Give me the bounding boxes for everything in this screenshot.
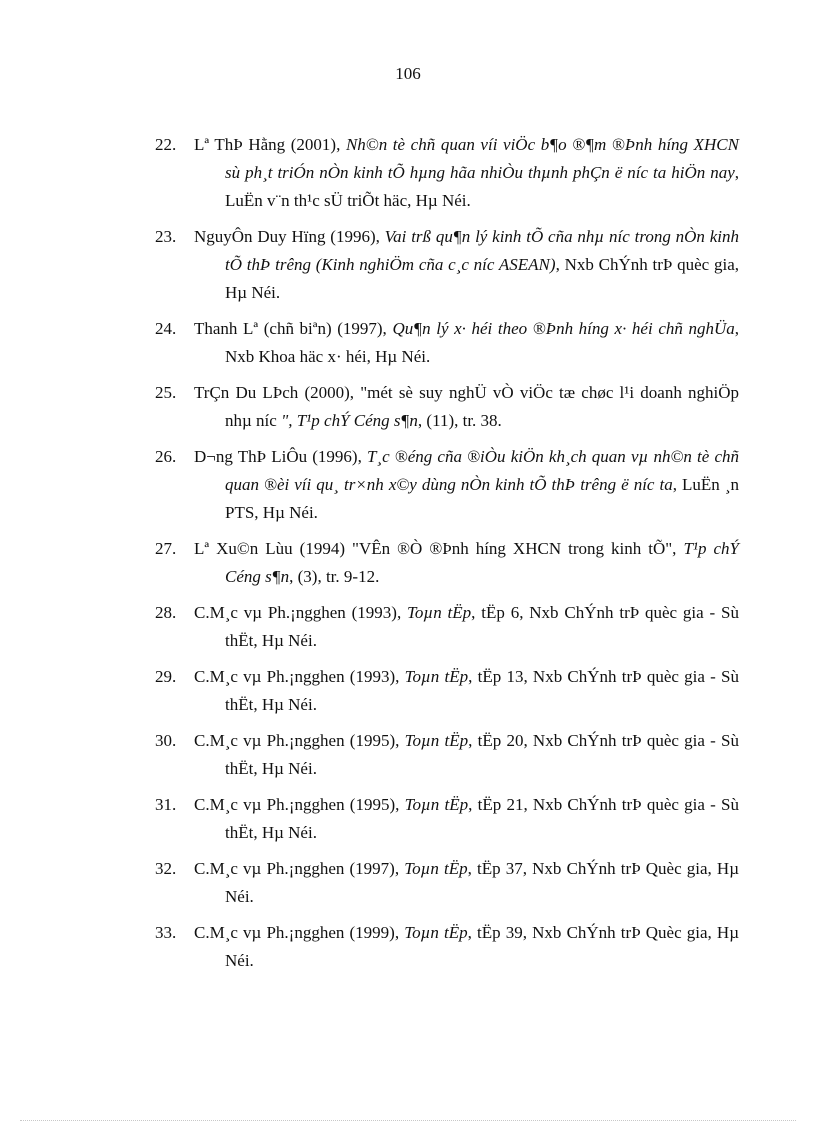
reference-title: Toµn tËp <box>404 923 468 942</box>
reference-author-year: TrÇn Du LÞch (2000), "mét sè suy nghÜ vÒ viÖc tæ chøc l¹i doanh nghiÖp nhµ níc <box>194 383 739 430</box>
reference-publisher: , LuËn v¨n th¹c sÜ triÕt häc, Hµ Néi. <box>225 163 739 210</box>
reference-publisher: , LuËn ¸n PTS, Hµ Néi. <box>225 475 740 522</box>
reference-number: 31. <box>155 795 177 814</box>
reference-title: Nh©n tè chñ quan víi viÖc b¶o ®¶m ®Þnh híng XHCN sù ph¸t triÓn nÒn kinh tÕ hµng hãa nhiÒu thµnh phÇn ë níc ta hiÖn nay <box>225 135 739 182</box>
reference-author-year: Thanh Lª (chñ biªn) (1997), <box>194 319 393 338</box>
reference-author-year: D¬ng ThÞ LiÔu (1996), <box>194 447 367 466</box>
reference-author-year: C.M¸c vµ Ph.¡ngghen (1995), <box>194 731 405 750</box>
reference-number: 28. <box>155 603 177 622</box>
reference-item <box>155 443 739 527</box>
reference-number: 32. <box>155 859 177 878</box>
reference-item <box>155 535 739 591</box>
reference-author-year: C.M¸c vµ Ph.¡ngghen (1993), <box>194 603 408 622</box>
reference-publisher: , (11), tr. 38. <box>417 411 502 430</box>
reference-number: 30. <box>155 731 177 750</box>
reference-number: 22. <box>155 135 177 154</box>
reference-number: 26. <box>155 447 177 466</box>
reference-title: Toµn tËp <box>407 603 472 622</box>
reference-item <box>155 599 739 655</box>
reference-item <box>155 919 739 975</box>
reference-item <box>155 379 739 435</box>
reference-author-year: NguyÔn Duy Hïng (1996), <box>194 227 385 246</box>
reference-number: 24. <box>155 319 177 338</box>
reference-item <box>155 727 739 783</box>
reference-item <box>155 223 739 307</box>
reference-publisher: , Nxb Khoa häc x· héi, Hµ Néi. <box>225 319 740 366</box>
reference-publisher: , Nxb ChÝnh trÞ quèc gia, Hµ Néi. <box>225 255 739 302</box>
reference-list <box>155 131 739 983</box>
reference-item <box>155 131 739 215</box>
reference-title: Toµn tËp <box>404 667 469 686</box>
reference-item <box>155 315 739 371</box>
reference-publisher: , tËp 6, Nxb ChÝnh trÞ quèc gia - Sù thËt, Hµ Néi. <box>225 603 739 650</box>
reference-number: 23. <box>155 227 177 246</box>
reference-author-year: Lª Xu©n Lùu (1994) "VÊn ®Ò ®Þnh híng XHCN trong kinh tÕ", <box>194 539 684 558</box>
reference-title: Toµn tËp <box>404 859 468 878</box>
reference-title: Vai trß qu¶n lý kinh tÕ cña nhµ níc trong nÒn kinh tÕ thÞ trêng (Kinh nghiÖm cña c¸c níc ASEAN) <box>225 227 739 274</box>
reference-number: 25. <box>155 383 177 402</box>
reference-title: ", T¹p chÝ Céng s¶n <box>281 411 418 430</box>
reference-author-year: C.M¸c vµ Ph.¡ngghen (1995), <box>194 795 405 814</box>
reference-item <box>155 791 739 847</box>
reference-author-year: C.M¸c vµ Ph.¡ngghen (1997), <box>194 859 405 878</box>
reference-number: 33. <box>155 923 177 942</box>
reference-title: Qu¶n lý x· héi theo ®Þnh híng x· héi chñ nghÜa <box>392 319 735 338</box>
reference-publisher: , tËp 20, Nxb ChÝnh trÞ quèc gia - Sù thËt, Hµ Néi. <box>225 731 739 778</box>
reference-title: T¸c ®éng cña ®iÒu kiÖn kh¸ch quan vµ nh©n tè chñ quan ®èi víi qu¸ tr×nh x©y dùng nÒn kinh tÕ thÞ trêng ë níc ta <box>225 447 739 494</box>
reference-publisher: , tËp 13, Nxb ChÝnh trÞ quèc gia - Sù thËt, Hµ Néi. <box>225 667 739 714</box>
reference-author-year: Lª ThÞ Hằng (2001), <box>194 135 346 154</box>
reference-number: 27. <box>155 539 177 558</box>
reference-title: Toµn tËp <box>404 795 469 814</box>
reference-item <box>155 855 739 911</box>
page-number: 106 <box>395 64 421 83</box>
reference-item <box>155 663 739 719</box>
reference-publisher: , tËp 21, Nxb ChÝnh trÞ quèc gia - Sù thËt, Hµ Néi. <box>225 795 739 842</box>
reference-publisher: , tËp 39, Nxb ChÝnh trÞ Quèc gia, Hµ Néi. <box>225 923 740 970</box>
reference-title: T¹p chÝ Céng s¶n <box>225 539 739 586</box>
reference-title: Toµn tËp <box>404 731 469 750</box>
reference-number: 29. <box>155 667 177 686</box>
reference-author-year: C.M¸c vµ Ph.¡ngghen (1993), <box>194 667 405 686</box>
page-bottom-divider <box>20 1120 796 1121</box>
reference-author-year: C.M¸c vµ Ph.¡ngghen (1999), <box>194 923 405 942</box>
reference-publisher: , tËp 37, Nxb ChÝnh trÞ Quèc gia, Hµ Néi. <box>225 859 740 906</box>
reference-publisher: , (3), tr. 9-12. <box>289 567 380 586</box>
